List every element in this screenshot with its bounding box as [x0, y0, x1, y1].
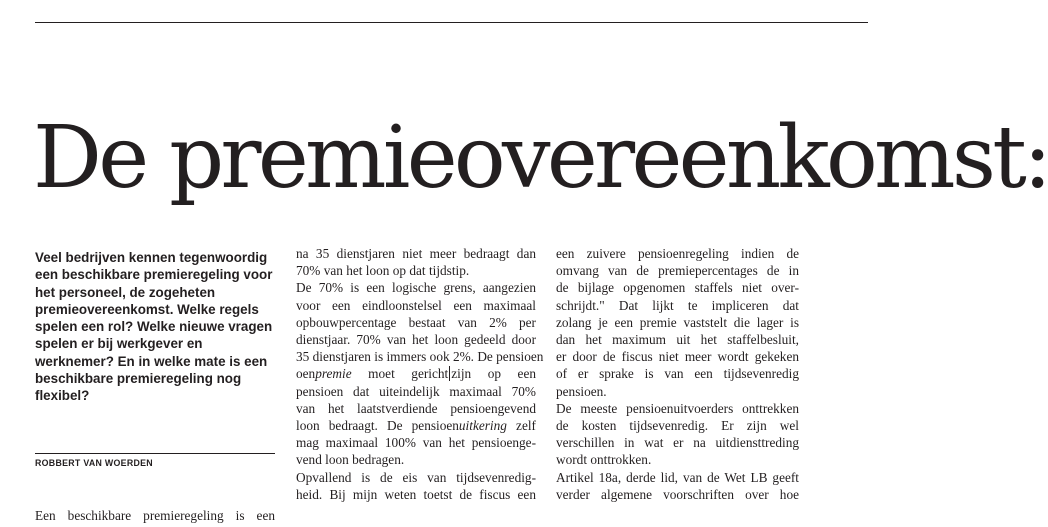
paragraph: [296, 279, 544, 468]
text-line: van het laatstverdiende pensioengevend: [296, 400, 536, 416]
emphasis-premie: premie: [315, 366, 352, 382]
paragraph: [556, 400, 799, 469]
body-column-2: [296, 245, 544, 503]
text-line: schrijdt." Dat lijkt te impliceren dat: [556, 297, 799, 313]
text-line: de kosten tijdsevenredig. Er zijn wel: [556, 418, 799, 434]
text-line: 70% van het loon op dat tijdstip.: [296, 263, 470, 279]
text-line: opbouwpercentage bestaat van 2% per: [296, 314, 536, 330]
text-line: verschillen in wat er na uitdiensttreding: [556, 435, 799, 451]
text-line: na 35 dienstjaren niet meer bedraagt dan: [296, 246, 536, 261]
author-byline: ROBBERT VAN WOERDEN: [35, 458, 153, 468]
text-line: omvang van de premiepercentages de in: [556, 263, 799, 279]
text-line: zolang je een premie vaststelt die lager is: [556, 314, 799, 330]
text-line: een zuivere pensioenregeling indien de: [556, 246, 799, 261]
article-headline: De premieovereenkomst:: [33, 108, 1048, 208]
text-line: De 70% is een logische grens, aangezien: [296, 280, 536, 296]
text-line: [296, 365, 536, 382]
text-line: dienstjaar. 70% van het loon gedeeld door: [296, 332, 536, 348]
text-fragment: zelf: [506, 418, 536, 434]
text-line: wordt onttrokken.: [556, 452, 652, 468]
text-line: voor een eindloonstelsel een maximaal: [296, 297, 536, 313]
text-line: er door de fiscus niet meer wordt gekeken: [556, 349, 799, 365]
article-intro: Veel bedrijven kennen tegenwoordig een beschikbare premieregeling voor het personeel, de zogeheten premieovereenkomst. Welke regels spelen een rol? Welke nieuwe vragen spelen er bij werkgever en werknemer? En in welke mate is een beschikbare premieregeling nog flexibel?: [35, 250, 273, 404]
text-fragment: moet gericht: [351, 366, 449, 382]
body-column-3: [556, 245, 799, 503]
text-line: Artikel 18a, derde lid, van de Wet LB geeft: [556, 469, 799, 485]
text-line: Een beschikbare premieregeling is een: [35, 508, 275, 523]
text-line: verder algemene voorschriften over hoe: [556, 486, 799, 502]
text-line: dan het maximum uit het staffelbesluit,: [556, 332, 799, 348]
text-line: 35 dienstjaren is immers ook 2%. De pensioen: [296, 349, 544, 365]
paragraph: [296, 245, 536, 279]
text-line: Opvallend is de eis van tijdsevenredig-: [296, 469, 536, 485]
top-rule: [35, 22, 868, 23]
text-line: mag maximaal 100% van het pensioenge-: [296, 435, 536, 451]
text-fragment: loon bedraagt. De pensioen: [296, 418, 459, 434]
text-fragment: zijn op een: [451, 366, 537, 382]
text-line: de bijlage opgenomen staffels niet over-: [556, 280, 799, 296]
text-line: heid. Bij mijn weten toetst de fiscus een: [296, 486, 536, 502]
text-line: De meeste pensioenuitvoerders onttrekken: [556, 400, 799, 416]
paragraph: [296, 469, 536, 503]
author-rule: [35, 453, 275, 454]
paragraph: [556, 469, 799, 503]
text-line: [296, 417, 536, 434]
body-column-1: [35, 507, 275, 524]
text-line: vend loon bedragen.: [296, 452, 405, 468]
text-line: pensioen dat uiteindelijk maximaal 70%: [296, 383, 536, 399]
emphasis-uitkering: uitkering: [458, 418, 507, 434]
text-line: of er sprake is van een tijdsevenredig: [556, 366, 799, 382]
text-fragment: oen: [296, 366, 316, 382]
text-line: pensioen.: [556, 383, 607, 399]
paragraph: [556, 245, 799, 400]
